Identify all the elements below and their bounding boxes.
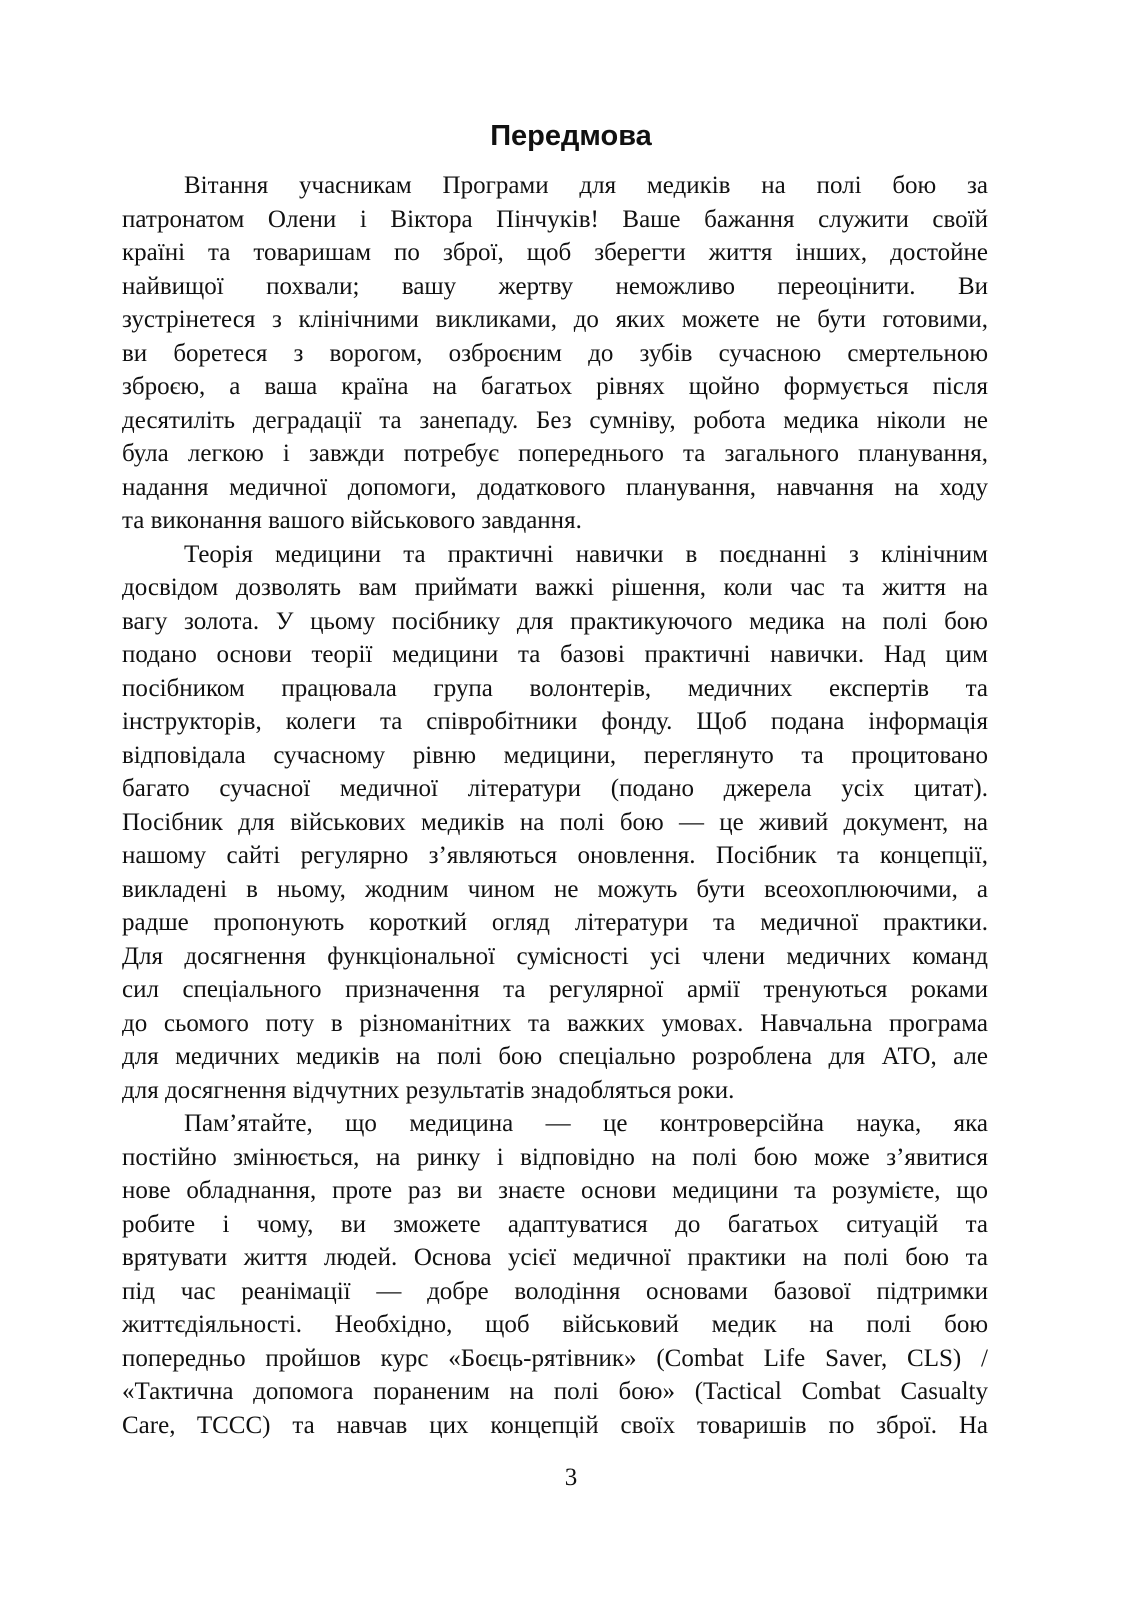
text-line: зброєю, а ваша країна на багатьох рівнях щойно формується після: [122, 373, 988, 400]
text-line: Посібник для військових медиків на полі бою — це живий документ, на: [122, 808, 988, 836]
text-line: для медичних медиків на полі бою спеціально розроблена для АТО, але: [122, 1043, 988, 1070]
text-line: багато сучасної медичної літератури (подано джерела усіх цитат).: [122, 775, 988, 802]
text-line: викладені в ньому, жодним чином не можуть бути всеохоплюючими, а: [122, 875, 988, 903]
text-line: сил спеціального призначення та регулярної армії тренуються роками: [122, 976, 988, 1003]
paragraph: [122, 538, 988, 1108]
text-line: нашому сайті регулярно з’являються оновлення. Посібник та концепції,: [122, 842, 988, 869]
text-line: радше пропонують короткий огляд літератури та медичної практики.: [122, 909, 988, 936]
text-line: ви боретеся з ворогом, озброєним до зубів сучасною смертельною: [122, 339, 988, 367]
text-line: «Тактична допомога пораненим на полі бою» (Tactical Combat Casualty: [122, 1378, 988, 1405]
document-body: [122, 169, 988, 1442]
paragraph: [122, 1107, 988, 1442]
text-line: була легкою і завжди потребує попереднього та загального планування,: [122, 440, 988, 467]
text-line: та виконання вашого військового завдання.: [122, 507, 582, 534]
page-number: 3: [564, 1464, 578, 1491]
text-line: зустрінетеся з клінічними викликами, до яких можете не бути готовими,: [122, 306, 988, 333]
text-line: інструкторів, колеги та співробітники фонду. Щоб подана інформація: [122, 708, 988, 735]
text-line: Пам’ятайте, що медицина — це контроверсійна наука, яка: [184, 1110, 988, 1137]
text-line: для досягнення відчутних результатів знадобляться роки.: [122, 1076, 735, 1104]
page-title: Передмова: [490, 120, 652, 152]
text-line: Care, TCCC) та навчав цих концепцій своїх товаришів по зброї. На: [122, 1411, 988, 1439]
text-line: під час реанімації — добре володіння основами базової підтримки: [122, 1277, 988, 1305]
text-line: врятувати життя людей. Основа усієї медичної практики на полі бою та: [122, 1244, 988, 1271]
text-line: Для досягнення функціональної сумісності усі члени медичних команд: [122, 942, 988, 970]
text-line: життєдіяльності. Необхідно, щоб військовий медик на полі бою: [122, 1311, 988, 1338]
text-line: країні та товаришам по зброї, щоб зберегти життя інших, достойне: [122, 239, 988, 266]
text-line: постійно змінюється, на ринку і відповідно на полі бою може з’явитися: [122, 1143, 988, 1171]
text-line: найвищої похвали; вашу жертву неможливо переоцінити. Ви: [122, 272, 988, 300]
text-line: десятиліть деградації та занепаду. Без сумніву, робота медика ніколи не: [122, 406, 988, 434]
paragraph: [122, 169, 988, 538]
text-line: Вітання учасникам Програми для медиків на полі бою за: [184, 172, 988, 199]
text-line: до сьомого поту в різноманітних та важких умовах. Навчальна програма: [122, 1009, 988, 1037]
text-line: відповідала сучасному рівню медицини, переглянуто та процитовано: [122, 741, 988, 769]
text-line: робите і чому, ви зможете адаптуватися до багатьох ситуацій та: [122, 1210, 988, 1238]
text-line: нове обладнання, проте раз ви знаєте основи медицини та розумієте, що: [122, 1177, 988, 1204]
text-line: патронатом Олени і Віктора Пінчуків! Ваше бажання служити своїй: [122, 205, 988, 233]
text-line: попередньо пройшов курс «Боєць-рятівник» (Combat Life Saver, CLS) /: [122, 1344, 988, 1372]
text-line: вагу золота. У цьому посібнику для практикуючого медика на полі бою: [122, 607, 988, 635]
text-line: Теорія медицини та практичні навички в поєднанні з клінічним: [184, 540, 988, 568]
text-line: надання медичної допомоги, додаткового планування, навчання на ходу: [122, 473, 988, 501]
text-line: подано основи теорії медицини та базові практичні навички. Над цим: [122, 641, 988, 668]
text-line: досвідом дозволять вам приймати важкі рішення, коли час та життя на: [122, 574, 988, 601]
text-line: посібником працювала група волонтерів, медичних експертів та: [122, 674, 988, 702]
